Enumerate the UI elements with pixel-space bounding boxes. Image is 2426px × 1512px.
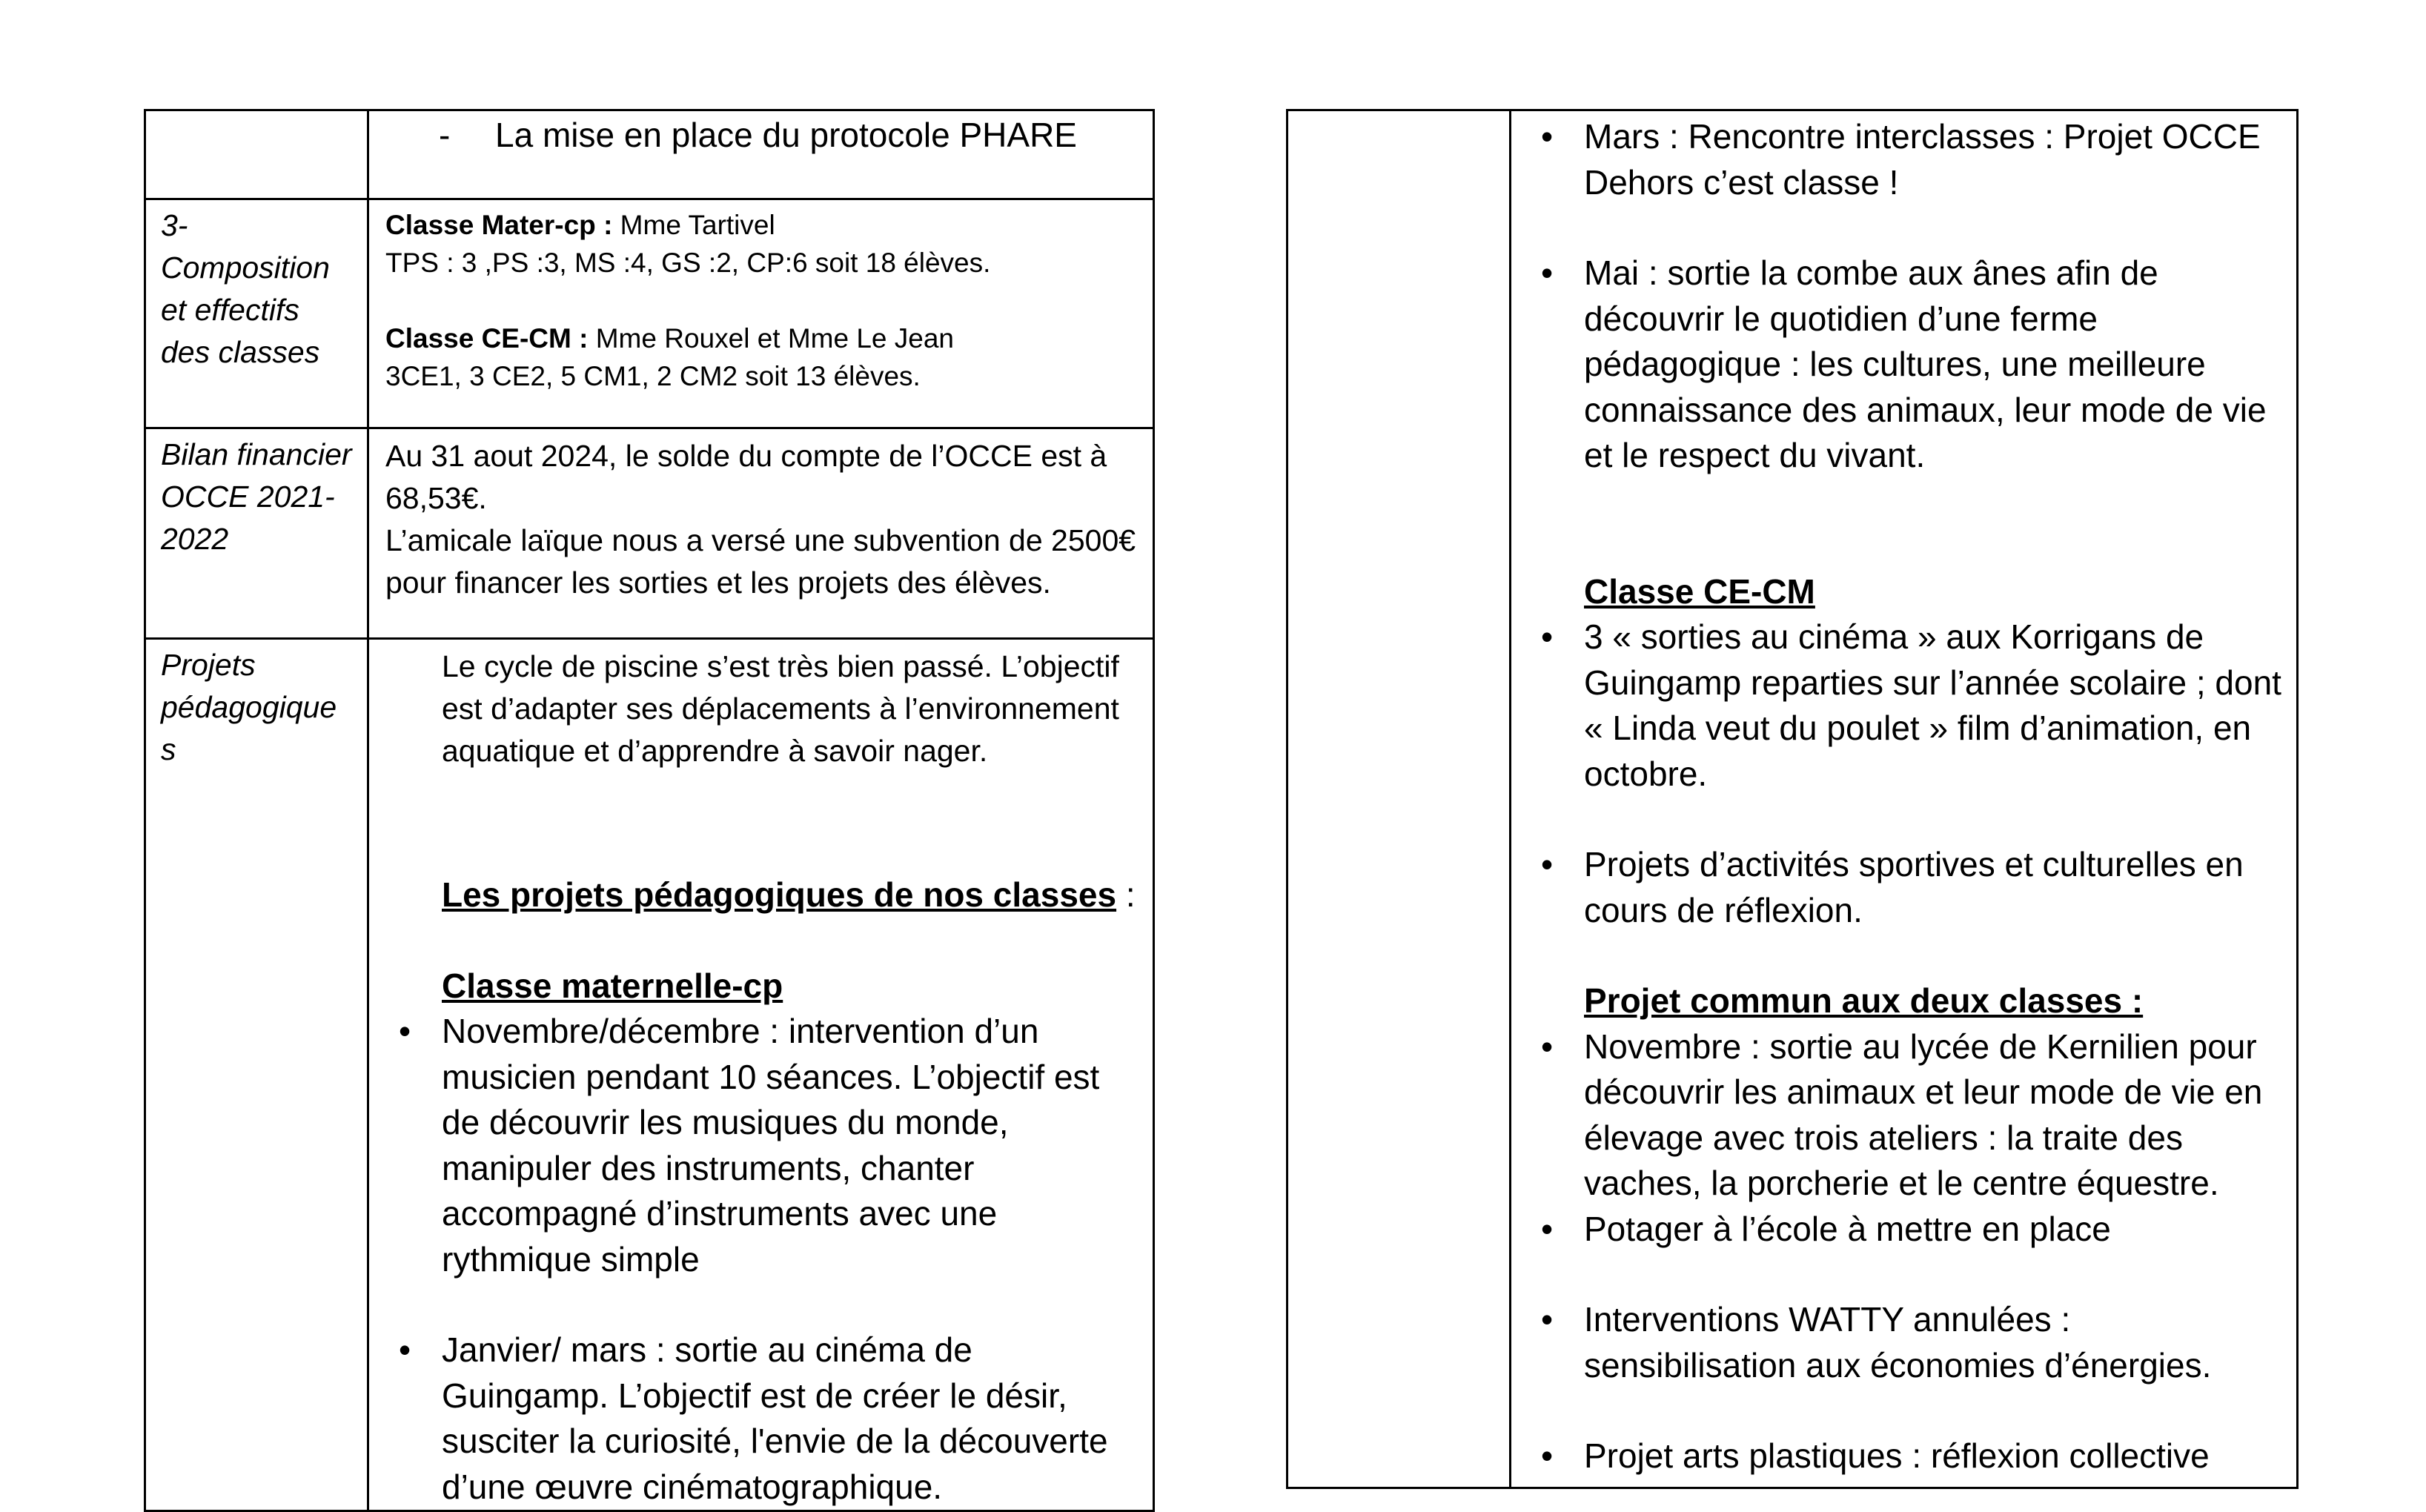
bullet-icon: • <box>1541 117 1554 156</box>
top-list <box>1528 114 2283 479</box>
maternelle-list <box>369 1009 1139 1510</box>
cecm-heading: Classe CE-CM <box>1584 571 1815 611</box>
common-list <box>1528 1024 2283 1479</box>
class-maternelle-heading: Classe maternelle-cp <box>442 966 783 1005</box>
row-composition <box>145 199 1154 428</box>
class1-counts: TPS : 3 ,PS :3, MS :4, GS :2, CP:6 soit 18 élèves. <box>385 248 991 278</box>
list-item: • Janvier/ mars : sortie au cinéma de Guingamp. L’objectif est de créer le désir, susciter la curiosité, l'envie de la découverte d’une œuvre cinématographique. <box>385 1327 1139 1510</box>
class1-name: Classe Mater-cp : <box>385 210 613 240</box>
bilan-solde: Au 31 aout 2024, le solde du compte de l’OCCE est à 68,53€. <box>385 439 1107 515</box>
bilan-subvention: L’amicale laïque nous a versé une subvention de 2500€ pour financer les sorties et les projets des élèves. <box>385 523 1136 600</box>
class2-counts: 3CE1, 3 CE2, 5 CM1, 2 CM2 soit 13 élèves. <box>385 361 921 391</box>
class1-teacher: Mme Tartivel <box>620 210 775 240</box>
bullet-icon: • <box>1541 1027 1554 1066</box>
dash-glyph: - <box>439 116 451 154</box>
dash-item: - La mise en place du protocole PHARE <box>385 113 1139 159</box>
projects-heading-line: Les projets pédagogiques de nos classes : <box>442 875 1136 914</box>
bullet-icon: • <box>1541 845 1554 883</box>
class2-teacher: Mme Rouxel et Mme Le Jean <box>595 323 954 354</box>
list-item: • Novembre/décembre : intervention d’un musicien pendant 10 séances. L’objectif est de découvrir les musiques du monde, manipuler des instruments, chanter accompagné d’instruments avec une rythmique simple <box>385 1009 1139 1282</box>
left-table <box>144 109 1155 1512</box>
bullet-icon: • <box>399 1330 411 1369</box>
bullet-icon: • <box>1541 1436 1554 1475</box>
bullet-icon: • <box>1541 617 1554 656</box>
row4-label: Projets pédagogique s <box>145 639 368 1511</box>
bullet-icon: • <box>1541 1209 1554 1248</box>
row3-label: Bilan financier OCCE 2021-2022 <box>145 428 368 639</box>
piscine-intro: Le cycle de piscine s’est très bien passé. L’objectif est d’adapter ses déplacements à l’environnement aquatique et d’apprendre à savoir nager. <box>442 649 1119 768</box>
list-item: • Potager à l’école à mettre en place <box>1528 1207 2283 1253</box>
row-protocole <box>145 110 1154 199</box>
class2-name: Classe CE-CM : <box>385 323 589 354</box>
class2-line <box>385 319 1139 357</box>
bullet-icon: • <box>1541 1300 1554 1339</box>
common-heading: Projet commun aux deux classes : <box>1584 981 2144 1020</box>
list-item: • Projets d’activités sportives et culturelles en cours de réflexion. <box>1528 842 2283 933</box>
list-item: • Projet arts plastiques : réflexion collective <box>1528 1433 2283 1479</box>
row2-label: 3- Composition et effectifs des classes <box>145 199 368 428</box>
list-item: • Mars : Rencontre interclasses : Projet OCCE Dehors c’est classe ! <box>1528 114 2283 205</box>
row-bilan <box>145 428 1154 639</box>
empty-label-cell <box>1287 110 1511 1488</box>
right-table <box>1286 109 2299 1489</box>
row1-label <box>145 110 368 199</box>
bullet-icon: • <box>1541 253 1554 292</box>
list-item: • 3 « sorties au cinéma » aux Korrigans de Guingamp reparties sur l’année scolaire ; dont « Linda veut du poulet » film d’animation, en octobre. <box>1528 614 2283 797</box>
list-item: • Interventions WATTY annulées : sensibilisation aux économies d’énergies. <box>1528 1297 2283 1388</box>
list-item: • Mai : sortie la combe aux ânes afin de découvrir le quotidien d’une ferme pédagogique : les cultures, une meilleure connaissance des animaux, leur mode de vie et le respect du vivant. <box>1528 251 2283 479</box>
row-projets <box>145 639 1154 1511</box>
bullet-icon: • <box>399 1012 411 1050</box>
projects-heading: Les projets pédagogiques de nos classes <box>442 875 1117 914</box>
list-item: • Novembre : sortie au lycée de Kernilien pour découvrir les animaux et leur mode de vie en élevage avec trois ateliers : la traite des vaches, la porcherie et le centre équestre. <box>1528 1024 2283 1207</box>
class1-line <box>385 206 1139 244</box>
cecm-list <box>1528 614 2283 933</box>
row-projets-suite <box>1287 110 2298 1488</box>
